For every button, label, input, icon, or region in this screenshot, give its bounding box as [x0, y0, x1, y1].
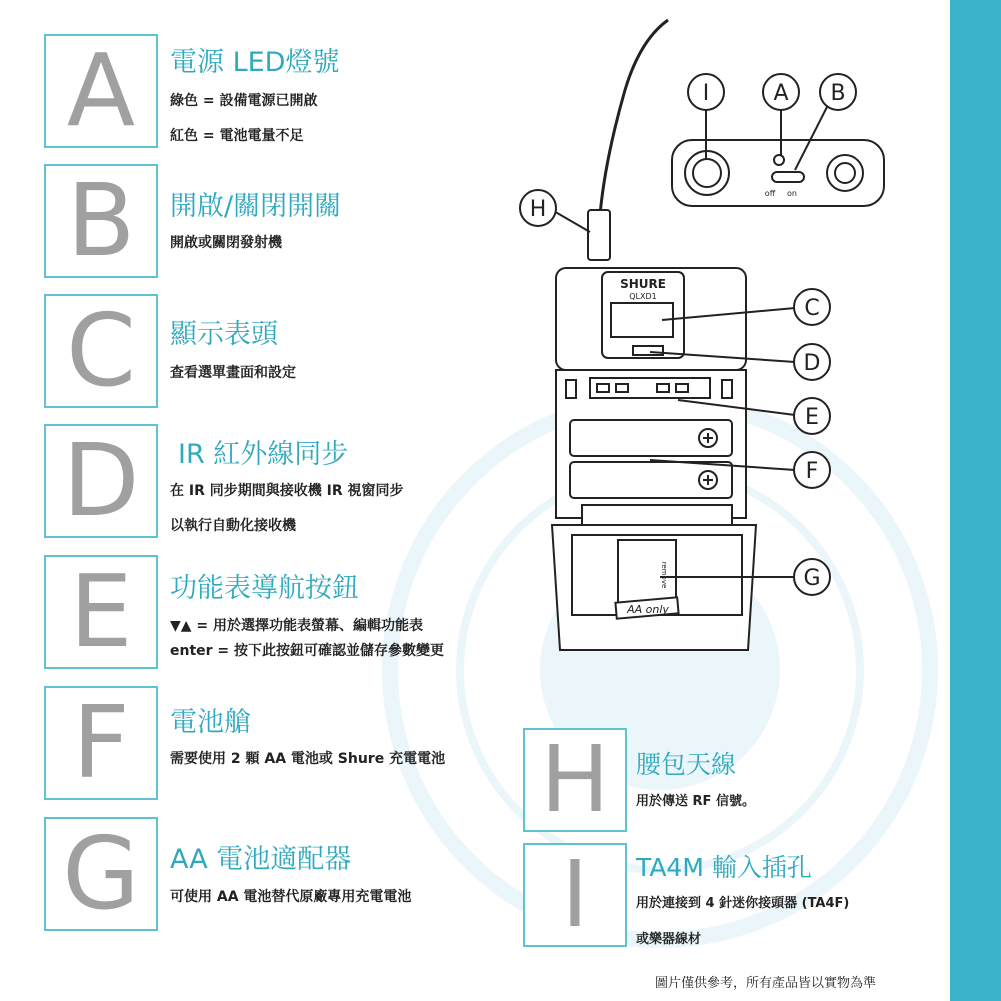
letter-box-a [44, 34, 158, 148]
letter-d: D [62, 422, 140, 539]
title-c: 顯示表頭 [170, 319, 278, 350]
callout-g: G [803, 566, 821, 591]
right-accent-bar [950, 0, 1001, 1001]
letter-box-g [44, 817, 158, 931]
desc-a-1: 綠色 = 設備電源已開啟 [170, 93, 318, 109]
title-i: TA4M 輸入插孔 [636, 853, 812, 882]
callout-d: D [803, 351, 821, 376]
letter-h: H [540, 726, 610, 833]
title-b: 開啟/關閉開關 [170, 191, 342, 222]
letter-box-e [44, 555, 158, 669]
model-label: QLXD1 [629, 292, 657, 301]
callout-a: A [773, 81, 789, 106]
title-f: 電池艙 [170, 707, 251, 738]
letter-box-c [44, 294, 158, 408]
desc-h-1: 用於傳送 RF 信號。 [636, 794, 755, 809]
letter-i: I [561, 841, 589, 948]
callout-e: E [805, 405, 819, 430]
callout-f: F [805, 459, 819, 484]
letter-e: E [69, 553, 133, 670]
device-diagram [490, 0, 950, 700]
letter-box-d [44, 424, 158, 538]
desc-f-1: 需要使用 2 顆 AA 電池或 Shure 充電電池 [170, 751, 446, 767]
callout-c: C [804, 296, 820, 321]
aa-only-label: AA only [627, 603, 669, 616]
desc-e-1: ▼▲ = 用於選擇功能表螢幕、編輯功能表 [170, 618, 424, 634]
desc-c-1: 查看選單畫面和設定 [170, 365, 296, 381]
desc-b-1: 開啟或關閉發射機 [170, 235, 282, 251]
switch-off-label: off [764, 189, 776, 198]
brand-logo: SHURE [620, 277, 666, 291]
callout-i: I [702, 81, 710, 106]
callout-b: B [830, 81, 846, 106]
desc-i-2: 或樂器線材 [636, 932, 702, 947]
desc-d-2: 以執行自動化接收機 [170, 518, 296, 534]
callout-h: H [529, 197, 547, 222]
title-h: 腰包天線 [636, 750, 737, 779]
switch-on-label: on [787, 189, 797, 198]
remove-label: remove [660, 561, 668, 589]
desc-a-2: 紅色 = 電池電量不足 [170, 128, 304, 144]
desc-e-2: enter = 按下此按鈕可確認並儲存參數變更 [170, 643, 445, 659]
letter-box-h [523, 728, 627, 832]
letter-c: C [66, 292, 136, 409]
letter-a: A [66, 32, 136, 149]
desc-d-1: 在 IR 同步期間與接收機 IR 視窗同步 [170, 483, 404, 499]
letter-box-i [523, 843, 627, 947]
letter-box-f [44, 686, 158, 800]
title-d: IR 紅外線同步 [178, 439, 349, 470]
title-a: 電源 LED燈號 [170, 47, 340, 78]
footer-note: 圖片僅供參考，所有產品皆以實物為準 [655, 976, 877, 991]
letter-f: F [72, 684, 130, 801]
letter-box-b [44, 164, 158, 278]
letter-g: G [62, 815, 140, 932]
desc-g-1: 可使用 AA 電池替代原廠專用充電電池 [170, 889, 412, 905]
letter-b: B [66, 162, 136, 279]
desc-i-1: 用於連接到 4 針迷你接頭器 (TA4F) [636, 896, 850, 911]
title-e: 功能表導航按鈕 [170, 573, 359, 604]
title-g: AA 電池適配器 [170, 844, 352, 875]
